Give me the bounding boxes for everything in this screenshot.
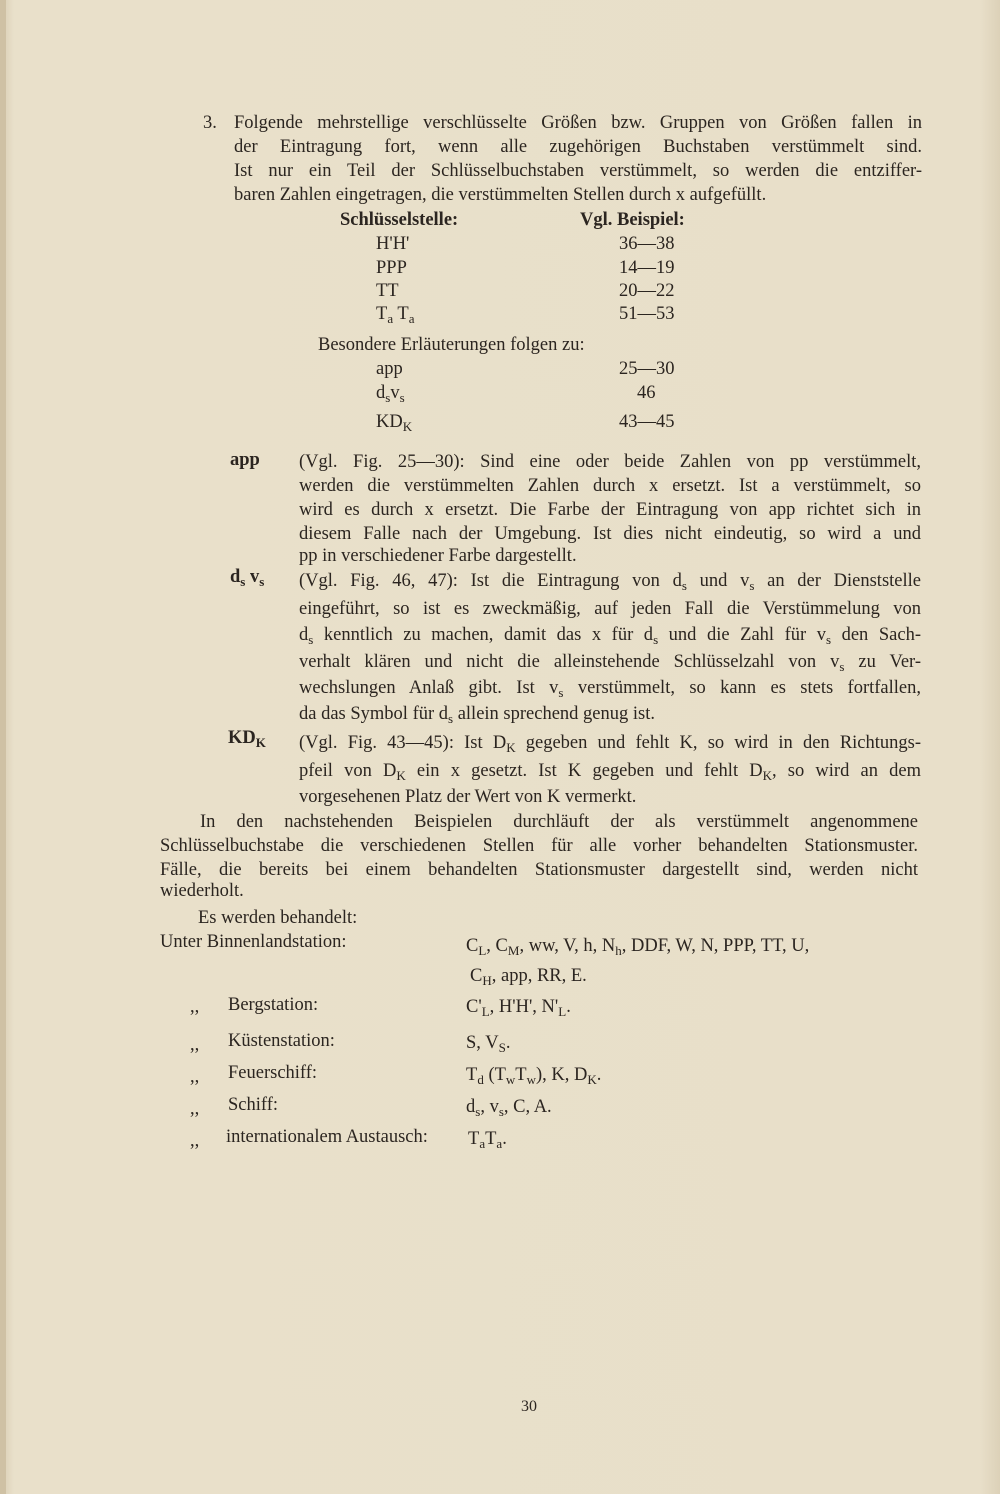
dsvs-line-6	[299, 703, 655, 726]
text: , app, RR, E.	[491, 966, 587, 986]
table-example: 51—53	[619, 304, 675, 324]
list-value-schiff	[466, 1096, 552, 1119]
table-header-example: Vgl. Beispiel:	[580, 210, 685, 230]
label-part: KD	[228, 728, 256, 748]
list-value-intl	[468, 1128, 507, 1151]
sub: w	[505, 1072, 516, 1087]
paragraph-line-3: Fälle, die bereits bei einem behandelten Stationsmuster dargestellt sind, werden nicht	[160, 860, 918, 880]
text: .	[505, 1033, 511, 1053]
text: .	[502, 1129, 507, 1149]
text: allein sprechend genug ist.	[453, 704, 655, 724]
text: C'	[466, 997, 482, 1017]
item3-line-2: der Eintragung fort, wenn alle zugehörigen Buchstaben verstümmelt sind.	[234, 137, 922, 157]
sub: s	[558, 685, 564, 700]
paragraph-line-4: wiederholt.	[160, 881, 244, 901]
text: und v	[686, 571, 750, 591]
kdk-line-1	[299, 732, 921, 755]
item3-line-4: baren Zahlen eingetragen, die verstümmelten Stellen durch x aufgefüllt.	[234, 185, 767, 205]
kdk-label	[228, 727, 266, 750]
label-sub: s	[259, 574, 265, 589]
special-key	[376, 412, 412, 433]
sub: L	[558, 1004, 567, 1019]
label-sub: K	[255, 735, 266, 750]
text: , DDF, W, N, PPP, TT, U,	[621, 936, 810, 956]
item3-line-1: Folgende mehrstellige verschlüsselte Größen bzw. Gruppen von Größen fallen in	[234, 113, 922, 133]
special-heading: Besondere Erläuterungen folgen zu:	[318, 335, 585, 355]
key-sub: K	[402, 419, 413, 434]
list-value-feuer	[466, 1064, 601, 1087]
text: T	[485, 1129, 497, 1149]
text: .	[566, 997, 571, 1017]
sub: s	[749, 578, 755, 593]
text: pfeil von D	[299, 761, 397, 781]
text: ), K, D	[536, 1065, 588, 1085]
list-value-kueste	[466, 1032, 510, 1055]
special-example: 43—45	[619, 412, 675, 432]
text: kenntlich zu machen, damit das x für d	[313, 625, 654, 645]
key-sub: a	[408, 311, 415, 326]
key-sub: a	[387, 311, 394, 326]
dsvs-line-1	[299, 570, 921, 593]
sub: h	[615, 943, 622, 958]
dsvs-line-2: eingeführt, so ist es zweckmäßig, auf jeden Fall die Verstümmelung von	[299, 599, 921, 619]
table-key: TT	[376, 281, 399, 301]
app-line-1: (Vgl. Fig. 25—30): Sind eine oder beide Zahlen von pp verstümmelt,	[299, 452, 921, 472]
sub: M	[507, 943, 520, 958]
label-part: v	[249, 567, 260, 587]
list-value-binnen-2	[470, 965, 587, 988]
key-part: T	[397, 304, 409, 324]
table-header-key: Schlüsselstelle:	[340, 210, 459, 230]
text: und die Zahl für v	[658, 625, 826, 645]
page-edge	[0, 0, 6, 1494]
special-key	[376, 383, 405, 404]
sub: w	[526, 1072, 536, 1087]
app-line-2: werden die verstümmelten Zahlen durch x ersetzt. Ist a verstümmelt, so	[299, 476, 921, 496]
text: C	[466, 936, 479, 956]
sub: s	[498, 1104, 504, 1119]
sub: s	[448, 711, 454, 726]
text: d	[466, 1097, 476, 1117]
dsvs-line-5	[299, 677, 921, 700]
ditto-mark: ,,	[190, 1067, 200, 1087]
list-label-berg: Bergstation:	[228, 995, 319, 1015]
text: , v	[480, 1097, 499, 1117]
list-label-feuer: Feuerschiff:	[228, 1063, 318, 1083]
key-part: v	[390, 383, 400, 403]
sub: K	[396, 768, 406, 783]
text: (Vgl. Fig. 46, 47): Ist die Eintragung von d	[299, 571, 682, 591]
text: zu Ver-	[844, 652, 921, 672]
list-intro: Es werden behandelt:	[198, 908, 358, 928]
table-key: H'H'	[376, 234, 410, 254]
text: , H'H', N'	[489, 997, 559, 1017]
item3-line-3: Ist nur ein Teil der Schlüsselbuchstaben verstümmelt, so werden die entziffer-	[234, 161, 922, 181]
text: verhalt klären und nicht die alleinstehende Schlüsselzahl von v	[299, 652, 840, 672]
text: wechslungen Anlaß gibt. Ist v	[299, 678, 559, 698]
text: T	[466, 1065, 478, 1085]
text: , ww, V, h, N	[519, 936, 616, 956]
special-key: app	[376, 359, 403, 379]
kdk-line-2	[299, 760, 921, 783]
sub: s	[308, 632, 314, 647]
paragraph-line-1: In den nachstehenden Beispielen durchläuft der als verstümmelt angenommene	[200, 812, 918, 832]
label-sub: s	[240, 574, 246, 589]
app-line-3: wird es durch x ersetzt. Die Farbe der Eintragung von app richtet sich in	[299, 500, 921, 520]
sub: K	[506, 740, 516, 755]
text: .	[596, 1065, 602, 1085]
dsvs-line-3	[299, 624, 921, 647]
sub: s	[839, 659, 845, 674]
app-line-4: diesem Falle nach der Umgebung. Ist dies nicht eindeutig, so wird a und	[299, 524, 921, 544]
sub: a	[479, 1136, 486, 1151]
sub: K	[587, 1072, 597, 1087]
sub: K	[762, 768, 773, 783]
ditto-mark: ,,	[190, 1099, 200, 1119]
paragraph-line-2: Schlüsselbuchstabe die verschiedenen Stellen für alle vorher behandelten Stationsmuster.	[160, 836, 918, 856]
text: (T	[483, 1065, 506, 1085]
sub: H	[482, 973, 492, 988]
kdk-line-3: vorgesehenen Platz der Wert von K vermerkt.	[299, 787, 637, 807]
table-key	[376, 304, 414, 325]
sub: L	[478, 943, 487, 958]
text: C	[470, 966, 483, 986]
sub: s	[653, 632, 659, 647]
key-sub: s	[399, 390, 405, 405]
text: verstümmelt, so kann es stets fortfallen,	[563, 678, 921, 698]
sub: d	[477, 1072, 484, 1087]
key-part: T	[376, 304, 388, 324]
label-part: d	[230, 567, 241, 587]
app-label: app	[230, 450, 260, 470]
table-example: 14—19	[619, 258, 675, 278]
text: ein x gesetzt. Ist K gegeben und fehlt D	[405, 761, 763, 781]
list-label-intl: internationalem Austausch:	[226, 1127, 428, 1147]
list-value-berg	[466, 996, 571, 1019]
text: , C	[486, 936, 508, 956]
sub: a	[496, 1136, 503, 1151]
sub: s	[681, 578, 687, 593]
dsvs-line-4	[299, 651, 921, 674]
ditto-mark: ,,	[190, 1035, 200, 1055]
special-example: 46	[637, 383, 656, 403]
text: , so wird an dem	[772, 761, 921, 781]
ditto-mark: ,,	[190, 997, 200, 1017]
list-label-kueste: Küstenstation:	[228, 1031, 335, 1051]
table-key: PPP	[376, 258, 407, 278]
sub: S	[498, 1040, 506, 1055]
item-number: 3.	[203, 113, 217, 133]
key-part: KD	[376, 412, 403, 432]
text: T	[468, 1129, 480, 1149]
table-example: 36—38	[619, 234, 675, 254]
text: an der Dienststelle	[754, 571, 921, 591]
text: (Vgl. Fig. 43—45): Ist D	[299, 733, 507, 753]
special-example: 25—30	[619, 359, 675, 379]
text: , C, A.	[503, 1097, 552, 1117]
sub: s	[825, 632, 832, 647]
page-number: 30	[521, 1398, 537, 1415]
text: da das Symbol für d	[299, 704, 449, 724]
table-example: 20—22	[619, 281, 675, 301]
text: den Sach-	[831, 625, 921, 645]
list-label-schiff: Schiff:	[228, 1095, 279, 1115]
text: gegeben und fehlt K, so wird in den Richtungs-	[515, 733, 922, 753]
sub: L	[481, 1004, 490, 1019]
list-value-binnen-1	[466, 935, 809, 958]
ditto-mark: ,,	[190, 1131, 200, 1151]
list-label-binnen: Unter Binnenlandstation:	[160, 932, 347, 952]
key-sub: s	[385, 390, 391, 405]
text: S, V	[466, 1033, 499, 1053]
key-part: d	[376, 383, 386, 403]
text: T	[515, 1065, 527, 1085]
app-line-5: pp in verschiedener Farbe dargestellt.	[299, 546, 577, 566]
dsvs-label	[230, 566, 264, 589]
sub: s	[475, 1104, 481, 1119]
text: d	[299, 625, 309, 645]
